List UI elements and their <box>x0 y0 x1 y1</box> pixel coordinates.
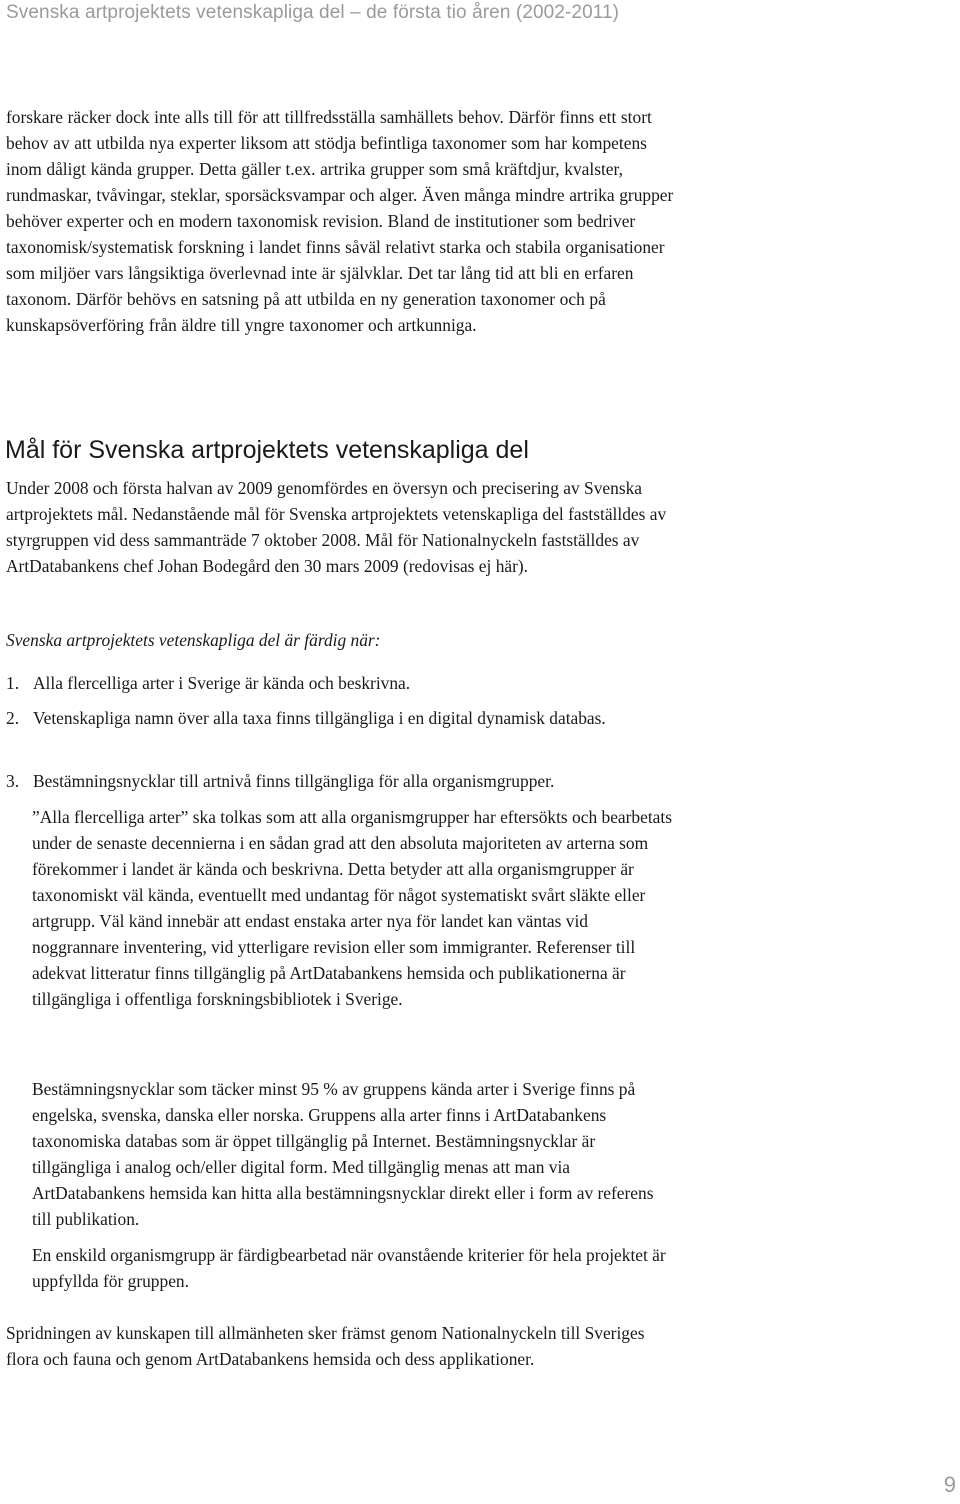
explanation-paragraph-1: ”Alla flercelliga arter” ska tolkas som att alla organismgrupper har eftersökts och bearbetats under de senaste decennierna i en sådan grad att den absoluta majoriteten av arterna som förekommer i landet är kända och beskrivna. Detta betyder att alla organismgrupper är taxonomiskt väl kända, eventuellt med undantag för något systematiskt svårt släkte eller artgrupp. Väl känd innebär att endast enstaka arter nya för landet kan väntas vid noggrannare inventering, vid ytterligare revision eller som immigranter. Referenser till adekvat litteratur finns tillgänglig på ArtDatabankens hemsida och publikationerna är tillgängliga i offentliga forskningsbibliotek i Sverige. <box>32 807 672 1009</box>
goal-item-1 <box>6 670 671 696</box>
running-header: Svenska artprojektets vetenskapliga del – de första tio åren (2002-2011) <box>6 2 620 23</box>
goal-list-heading: Svenska artprojektets vetenskapliga del är färdig när: <box>6 630 381 650</box>
goal-item-2 <box>6 705 671 731</box>
goal-text: Alla flercelliga arter i Sverige är kända och beskrivna. <box>33 673 411 693</box>
section-intro-paragraph: Under 2008 och första halvan av 2009 genomfördes en översyn och precisering av Svenska artprojektets mål. Nedanstående mål för Svenska artprojektets vetenskapliga del fastställdes av styrgruppen vid dess sammanträde 7 oktober 2008. Mål för Nationalnyckeln fastställdes av ArtDatabankens chef Johan Bodegård den 30 mars 2009 (redovisas ej här). <box>6 478 667 576</box>
goal-number: 2. <box>6 708 20 728</box>
goal-text: Vetenskapliga namn över alla taxa finns tillgängliga i en digital dynamisk databas. <box>33 708 606 728</box>
goal-number: 3. <box>6 771 20 791</box>
page-number: 9 <box>943 1472 956 1497</box>
goal-number: 1. <box>6 673 20 693</box>
closing-paragraph: Spridningen av kunskapen till allmänheten sker främst genom Nationalnyckeln till Sveriges flora och fauna och genom ArtDatabankens hemsida och dess applikationer. <box>6 1323 645 1369</box>
intro-paragraph: forskare räcker dock inte alls till för att tillfredsställa samhällets behov. Därför finns ett stort behov av att utbilda nya experter liksom att stödja befintliga taxonomer som har kompetens inom dåligt kända grupper. Detta gäller t.ex. artrika grupper som små kräftdjur, kvalster, rundmaskar, tvåvingar, steklar, sporsäcksvampar och alger. Även många mindre artrika grupper behöver experter och en modern taxonomisk revision. Bland de institutioner som bedriver taxonomisk/systematisk forskning i landet finns såväl relativt starka och stabila organisationer som miljöer vars långsiktiga överlevnad inte är självklar. Det tar lång tid att bli en erfaren taxonom. Därför behövs en satsning på att utbilda en ny generation taxonomer och på kunskapsöverföring från äldre till yngre taxonomer och artkunniga. <box>6 107 674 335</box>
explanation-paragraph-2: Bestämningsnycklar som täcker minst 95 % av gruppens kända arter i Sverige finns på engelska, svenska, danska eller norska. Gruppens alla arter finns i ArtDatabankens taxonomiska databas som är öppet tillgänglig på Internet. Bestämningsnycklar är tillgängliga i analog och/eller digital form. Med tillgänglig menas att man via ArtDatabankens hemsida kan hitta alla bestämningsnycklar direkt eller i form av referens till publikation. <box>32 1079 654 1229</box>
explanation-paragraph-3: En enskild organismgrupp är färdigbearbetad när ovanstående kriterier för hela projektet är uppfyllda för gruppen. <box>32 1245 666 1291</box>
goal-text: Bestämningsnycklar till artnivå finns tillgängliga för alla organismgrupper. <box>33 771 555 791</box>
section-title: Mål för Svenska artprojektets vetenskapliga del <box>5 436 529 464</box>
goal-item-3 <box>6 768 671 794</box>
